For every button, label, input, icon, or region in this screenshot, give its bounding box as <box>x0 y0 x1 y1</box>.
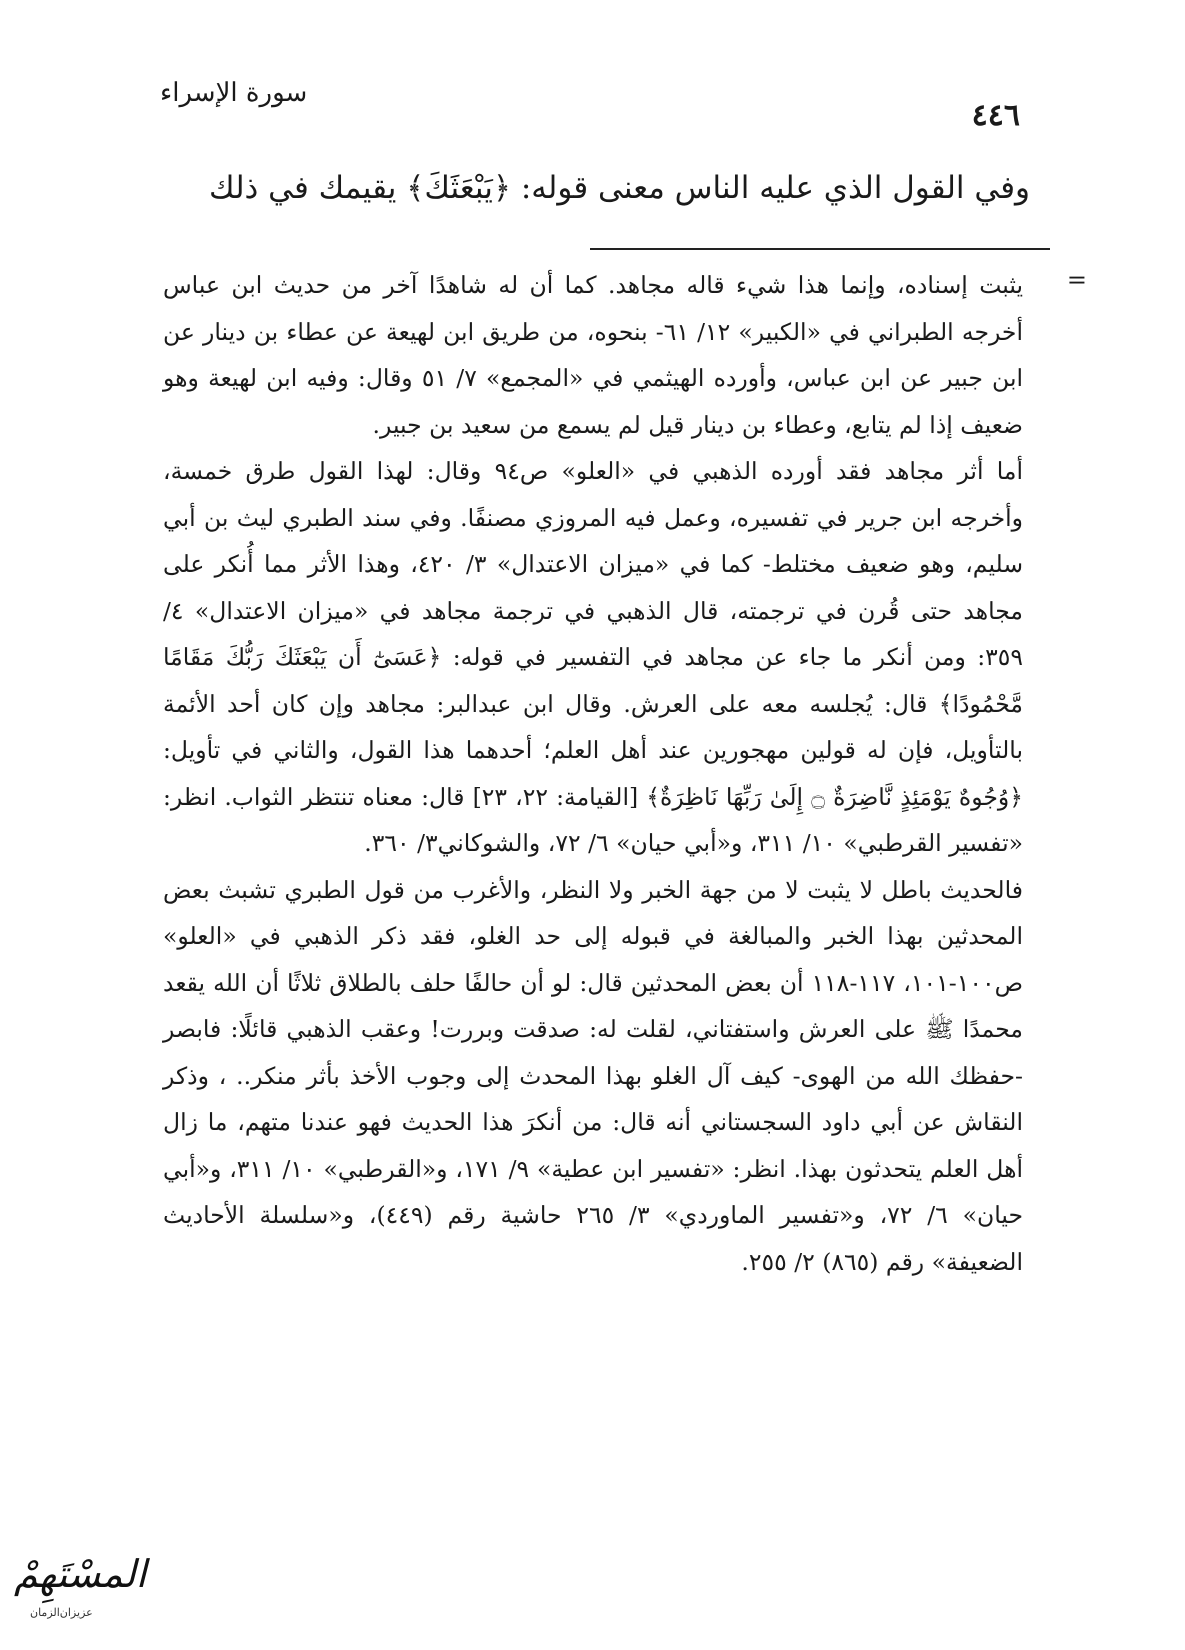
footnote-divider <box>590 248 1050 250</box>
footnote-continuation-marker: = <box>1066 266 1087 294</box>
footnote-block <box>163 262 1023 1285</box>
footnote-paragraph: فالحديث باطل لا يثبت لا من جهة الخبر ولا النظر، والأغرب من قول الطبري تشبث بعض المحدثين بهذا الخبر والمبالغة في قبوله إلى حد الغلو، فقد ذكر الذهبي في «العلو» ص١٠٠-١٠١، ١١٧-١١٨ أن بعض المحدثين قال: لو أن حالفًا حلف بالطلاق ثلاثًا أن الله يقعد محمدًا ﷺ على العرش واستفتاني، لقلت له: صدقت وبررت! وعقب الذهبي قائلًا: فابصر -حفظك الله من الهوى- كيف آل الغلو بهذا المحدث إلى وجوب الأخذ بأثر منكر.. ، وذكر النقاش عن أبي داود السجستاني أنه قال: من أنكرَ هذا الحديث فهو عندنا متهم، ما زال أهل العلم يتحدثون بهذا. انظر: «تفسير ابن عطية» ٩/ ١٧١، و«القرطبي» ١٠/ ٣١١، و«أبي حيان» ٦/ ٧٢، و«تفسير الماوردي» ٣/ ٢٦٥ حاشية رقم (٤٤٩)، و«سلسلة الأحاديث الضعيفة» رقم (٨٦٥) ٢/ ٢٥٥. <box>163 875 1024 1276</box>
page-number: ٤٤٦ <box>971 98 1020 133</box>
page-header <box>160 78 1020 138</box>
surah-title: سورة الإسراء <box>160 78 308 108</box>
watermark-title: المسْتَهِمْ <box>14 1552 147 1596</box>
footnote-paragraph: يثبت إسناده، وإنما هذا شيء قاله مجاهد. كما أن له شاهدًا آخر من حديث ابن عباس أخرجه الطبراني في «الكبير» ١٢/ ٦١- بنحوه، من طريق ابن لهيعة عن عطاء بن دينار عن ابن جبير عن ابن عباس، وأورده الهيثمي في «المجمع» ٧/ ٥١ وقال: وفيه ابن لهيعة وهو ضعيف إذا لم يتابع، وعطاء بن دينار قيل لم يسمع من سعيد بن جبير. <box>163 271 1024 439</box>
footnote-paragraph: أما أثر مجاهد فقد أورده الذهبي في «العلو» ص٩٤ وقال: لهذا القول طرق خمسة، وأخرجه ابن جرير في تفسيره، وعمل فيه المروزي مصنفًا. وفي سند الطبري ليث بن أبي سليم، وهو ضعيف مختلط- كما في «ميزان الاعتدال» ٣/ ٤٢٠، وهذا الأثر مما أُنكر على مجاهد حتى قُرن في ترجمته، قال الذهبي في ترجمة مجاهد في «ميزان الاعتدال» ٤/ ٣٥٩: ومن أنكر ما جاء عن مجاهد في التفسير في قوله: ﴿عَسَىٰٓ أَن يَبْعَثَكَ رَبُّكَ مَقَامًا مَّحْمُودًا﴾ قال: يُجلسه معه على العرش. وقال ابن عبدالبر: مجاهد وإن كان أحد الأئمة بالتأويل، فإن له قولين مهجورين عند أهل العلم؛ أحدهما هذا القول، والثاني في تأويل: ﴿وُجُوهٌ يَوْمَئِذٍ نَّاضِرَةٌ ۝ إِلَىٰ رَبِّهَا نَاظِرَةٌ﴾ [القيامة: ٢٢، ٢٣] قال: معناه تنتظر الثواب. انظر: «تفسير القرطبي» ١٠/ ٣١١، و«أبي حيان» ٦/ ٧٢، والشوكاني٣/ ٣٦٠. <box>163 457 1024 857</box>
watermark-subtitle: عزيزان‌الزمان <box>30 1606 93 1619</box>
main-text: وفي القول الذي عليه الناس معنى قوله: ﴿يَبْعَثَكَ﴾ يقيمك في ذلك <box>208 170 1030 206</box>
watermark-logo <box>8 1550 148 1630</box>
